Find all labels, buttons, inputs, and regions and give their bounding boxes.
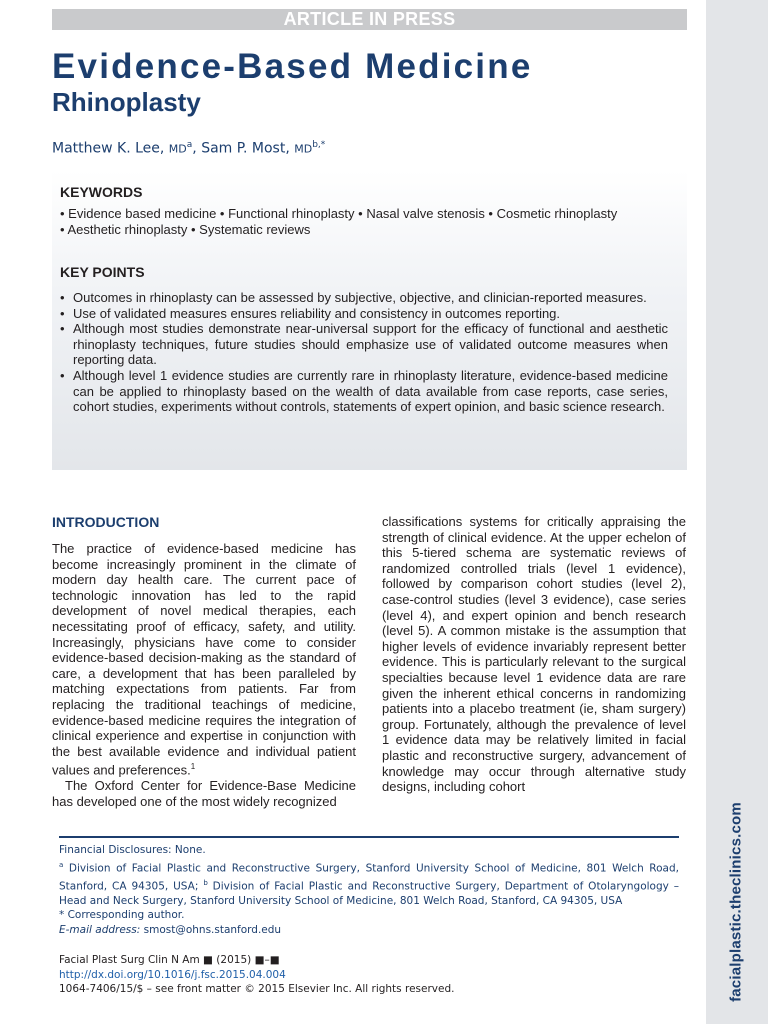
article-in-press-banner: ARTICLE IN PRESS [52, 9, 687, 30]
keywords-list [60, 206, 680, 238]
financial-disclosure: Financial Disclosures: None. [59, 844, 206, 856]
email-address[interactable]: smost@ohns.stanford.edu [140, 923, 282, 936]
corresponding-author: * Corresponding author. [59, 909, 185, 921]
intro-paragraph-3: classifications systems for critically appraising the strength of clinical evidence. At the upper echelon of this 5-tiered schema are systematic reviews of randomized controlled trials (level 1 evidence), followed by comparison cohort studies (level 2), case-control studies (level 3 evidence), case series (level 4), and expert opinion and bench research (level 5). A common mistake is the assumption that higher levels of evidence invariably represent better evidence. This is particularly relevant to the surgical specialties because level 1 evidence data are rare given the inherent ethical concerns in randomizing patients into a placebo treatment (ie, sham surgery) group. Fortunately, although the prevalence of level 1 evidence data may be relatively limited in facial plastic and reconstructive surgery, advancement of knowledge may occur through alternative study designs, including cohort [382, 514, 686, 795]
author-1-affiliation-mark: a [186, 140, 193, 150]
author-1-name: Matthew K. Lee, [52, 140, 169, 157]
key-point-item: • Although most studies demonstrate near-universal support for the efficacy of functional and aesthetic rhinoplasty techniques, future studies should emphasize use of validated outcome measures when reporting data. [58, 321, 668, 368]
journal-citation: Facial Plast Surg Clin N Am ■ (2015) ■–■ [59, 954, 280, 966]
introduction-heading: INTRODUCTION [52, 514, 160, 530]
key-points-list [58, 290, 668, 415]
author-separator: , [192, 140, 202, 157]
email-line [59, 923, 679, 938]
sidebar-site-url[interactable]: facialplastic.theclinics.com [727, 802, 745, 1002]
affiliations [59, 858, 679, 909]
body-column-right [382, 514, 686, 795]
author-1-degree: MD [168, 142, 187, 156]
article-subtitle: Rhinoplasty [52, 87, 201, 117]
affiliation-a: Division of Facial Plastic and Reconstructive Surgery, Stanford University School of Medicine, 801 Welch Road, Stanford, CA 94305, USA; [59, 862, 679, 892]
intro-paragraph-1-text: The practice of evidence-based medicine has become increasingly prominent in the climate of modern day health care. The current pace of technologic innovation has led to the rapid development of novel medical therapies, each necessitating proof of efficacy, safety, and utility. Increasingly, physicians have come to consider evidence-based decision-making as the standard of care, a development that has been paralleled by matching expectations from patients. Far from replacing the traditional teachings of medicine, evidence-based medicine requires the integration of clinical experience and expertise in conjunction with the best available evidence and individual patient values and preferences. [52, 541, 356, 778]
intro-paragraph-1 [52, 541, 356, 778]
footnotes [59, 843, 679, 937]
publication-info [59, 953, 679, 997]
article-title: Evidence-Based Medicine [52, 47, 533, 86]
intro-paragraph-2: The Oxford Center for Evidence-Base Medicine has developed one of the most widely recognized [52, 778, 356, 809]
key-point-item: • Outcomes in rhinoplasty can be assessed by subjective, objective, and clinician-reported measures. [58, 290, 668, 306]
affiliation-a-mark: a [59, 860, 64, 869]
body-column-left [52, 541, 356, 809]
key-point-item: • Although level 1 evidence studies are currently rare in rhinoplasty literature, evidence-based medicine can be applied to rhinoplasty based on the wealth of data available from case reports, case series, cohort studies, experiments without controls, statements of expert opinion, and basic science research. [58, 368, 668, 415]
keywords-line-1: • Evidence based medicine • Functional rhinoplasty • Nasal valve stenosis • Cosmetic rhinoplasty [60, 206, 618, 221]
author-line [52, 140, 325, 157]
footnote-divider [59, 836, 679, 838]
doi-link[interactable]: http://dx.doi.org/10.1016/j.fsc.2015.04.004 [59, 968, 286, 981]
key-point-item: • Use of validated measures ensures reliability and consistency in outcomes reporting. [58, 306, 668, 322]
keywords-heading: KEYWORDS [60, 184, 143, 200]
key-points-heading: KEY POINTS [60, 264, 145, 280]
author-2-affiliation-mark: b,* [312, 140, 326, 150]
affiliation-b: Division of Facial Plastic and Reconstructive Surgery, Department of Otolaryngology – Head and Neck Surgery, Stanford University School of Medicine, 801 Welch Road, Stanford, CA 94305, USA [59, 880, 679, 907]
copyright-notice: 1064-7406/15/$ – see front matter © 2015 Elsevier Inc. All rights reserved. [59, 983, 455, 995]
keywords-line-2: • Aesthetic rhinoplasty • Systematic reviews [60, 222, 311, 237]
author-2-degree: MD [294, 142, 313, 156]
email-label: E-mail address: [59, 923, 141, 936]
author-2-name: Sam P. Most, [201, 140, 295, 157]
reference-1-mark[interactable]: 1 [190, 762, 196, 772]
affiliation-b-mark: b [203, 878, 208, 887]
